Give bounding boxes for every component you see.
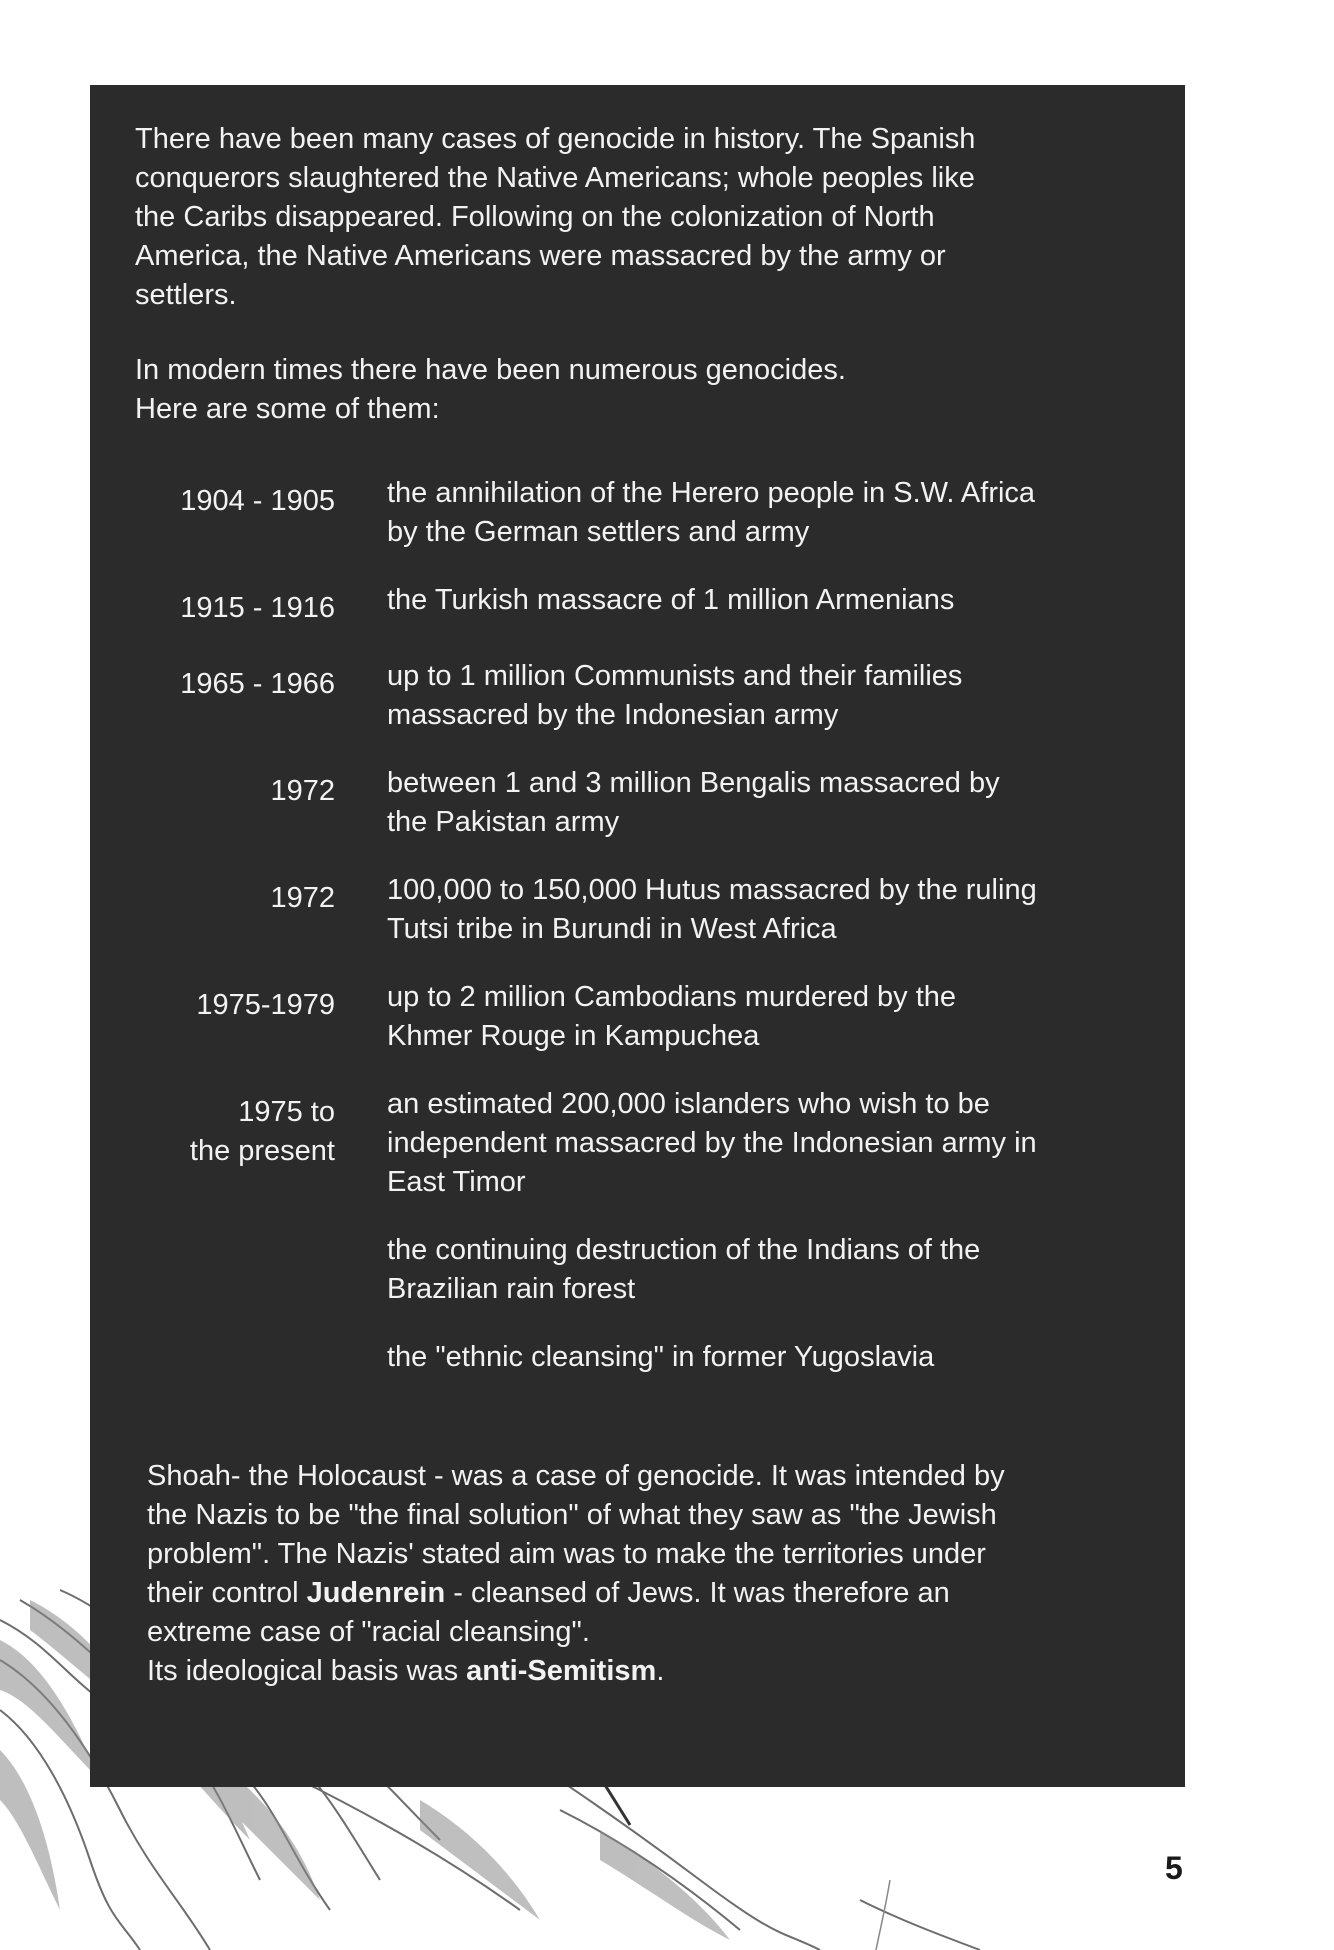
genocide-entry — [135, 1231, 1145, 1309]
page-number: 5 — [1165, 1850, 1183, 1886]
content-panel — [90, 85, 1185, 1787]
entry-date-line: 1975 to — [238, 1096, 335, 1128]
entry-description — [387, 581, 1145, 628]
entry-date-line: 1965 - 1966 — [180, 668, 335, 700]
entry-description-line: massacred by the Indonesian army — [387, 699, 839, 731]
shoah-text: their control — [147, 1577, 307, 1609]
entry-description-line: the continuing destruction of the Indians of the — [387, 1234, 981, 1266]
shoah-line — [147, 1652, 1145, 1691]
genocide-entry — [135, 474, 1145, 552]
entry-description — [387, 978, 1145, 1056]
entry-description — [387, 474, 1145, 552]
intro-line: conquerors slaughtered the Native Americans; whole peoples like — [135, 162, 975, 194]
shoah-line: the Nazis to be "the final solution" of what they saw as "the Jewish — [147, 1499, 997, 1531]
intro-line: There have been many cases of genocide in history. The Spanish — [135, 123, 976, 155]
entry-date-line: 1915 - 1916 — [180, 592, 335, 624]
shoah-line: problem". The Nazis' stated aim was to make the territories under — [147, 1538, 986, 1570]
entry-description — [387, 1085, 1145, 1202]
modern-line: In modern times there have been numerous genocides. — [135, 354, 846, 386]
entry-date-line: 1972 — [270, 775, 335, 807]
entry-date — [135, 1338, 335, 1377]
entry-description-line: independent massacred by the Indonesian army in — [387, 1127, 1037, 1159]
entry-description-line: Tutsi tribe in Burundi in West Africa — [387, 913, 837, 945]
entry-date — [135, 871, 335, 949]
entry-description — [387, 1338, 1145, 1377]
shoah-line — [147, 1574, 1145, 1613]
entry-description-line: East Timor — [387, 1166, 526, 1198]
entry-date — [135, 474, 335, 552]
entry-description-line: the Pakistan army — [387, 806, 620, 838]
entry-description-line: an estimated 200,000 islanders who wish to be — [387, 1088, 990, 1120]
intro-line: settlers. — [135, 279, 237, 311]
genocide-entry — [135, 978, 1145, 1056]
entry-description-line: Khmer Rouge in Kampuchea — [387, 1020, 760, 1052]
entry-date-line: 1972 — [270, 882, 335, 914]
entry-date — [135, 581, 335, 628]
entry-description-line: Brazilian rain forest — [387, 1273, 636, 1305]
shoah-text: Its ideological basis was — [147, 1655, 467, 1687]
entry-description-line: up to 2 million Cambodians murdered by the — [387, 981, 957, 1013]
anti-semitism-term: anti-Semitism — [466, 1655, 657, 1687]
entry-description-line: 100,000 to 150,000 Hutus massacred by the ruling — [387, 874, 1037, 906]
judenrein-term: Judenrein — [306, 1577, 446, 1609]
genocide-entry — [135, 581, 1145, 628]
modern-paragraph — [135, 351, 1145, 429]
entry-description-line: the annihilation of the Herero people in S.W. Africa — [387, 477, 1036, 509]
entry-description — [387, 764, 1145, 842]
entry-date-line: 1975-1979 — [196, 989, 335, 1021]
entry-description — [387, 871, 1145, 949]
entry-description — [387, 1231, 1145, 1309]
intro-line: America, the Native Americans were massacred by the army or — [135, 240, 946, 272]
content-body — [135, 120, 1145, 1691]
entry-description — [387, 657, 1145, 735]
shoah-line: extreme case of "racial cleansing". — [147, 1616, 590, 1648]
entry-description-line: by the German settlers and army — [387, 516, 810, 548]
genocide-entry — [135, 764, 1145, 842]
genocide-entry — [135, 871, 1145, 949]
entry-description-line: the "ethnic cleansing" in former Yugoslavia — [387, 1341, 935, 1373]
genocide-entry — [135, 1085, 1145, 1202]
entry-description-line: up to 1 million Communists and their families — [387, 660, 963, 692]
entry-date-line: 1904 - 1905 — [180, 485, 335, 517]
entry-date — [135, 978, 335, 1056]
entry-description-line: the Turkish massacre of 1 million Armenians — [387, 584, 955, 616]
shoah-text: - cleansed of Jews. It was therefore an — [445, 1577, 950, 1609]
entry-description-line: between 1 and 3 million Bengalis massacred by — [387, 767, 1000, 799]
modern-line: Here are some of them: — [135, 393, 440, 425]
shoah-paragraph — [147, 1457, 1145, 1691]
entry-date — [135, 1085, 335, 1202]
intro-paragraph — [135, 120, 1145, 315]
shoah-text: . — [656, 1655, 665, 1687]
entry-date — [135, 657, 335, 735]
genocide-list — [135, 474, 1145, 1377]
entry-date — [135, 1231, 335, 1309]
entry-date — [135, 764, 335, 842]
entry-date-line: the present — [189, 1135, 335, 1167]
genocide-entry — [135, 657, 1145, 735]
shoah-line: Shoah- the Holocaust - was a case of genocide. It was intended by — [147, 1460, 1005, 1492]
genocide-entry — [135, 1338, 1145, 1377]
intro-line: the Caribs disappeared. Following on the colonization of North — [135, 201, 935, 233]
